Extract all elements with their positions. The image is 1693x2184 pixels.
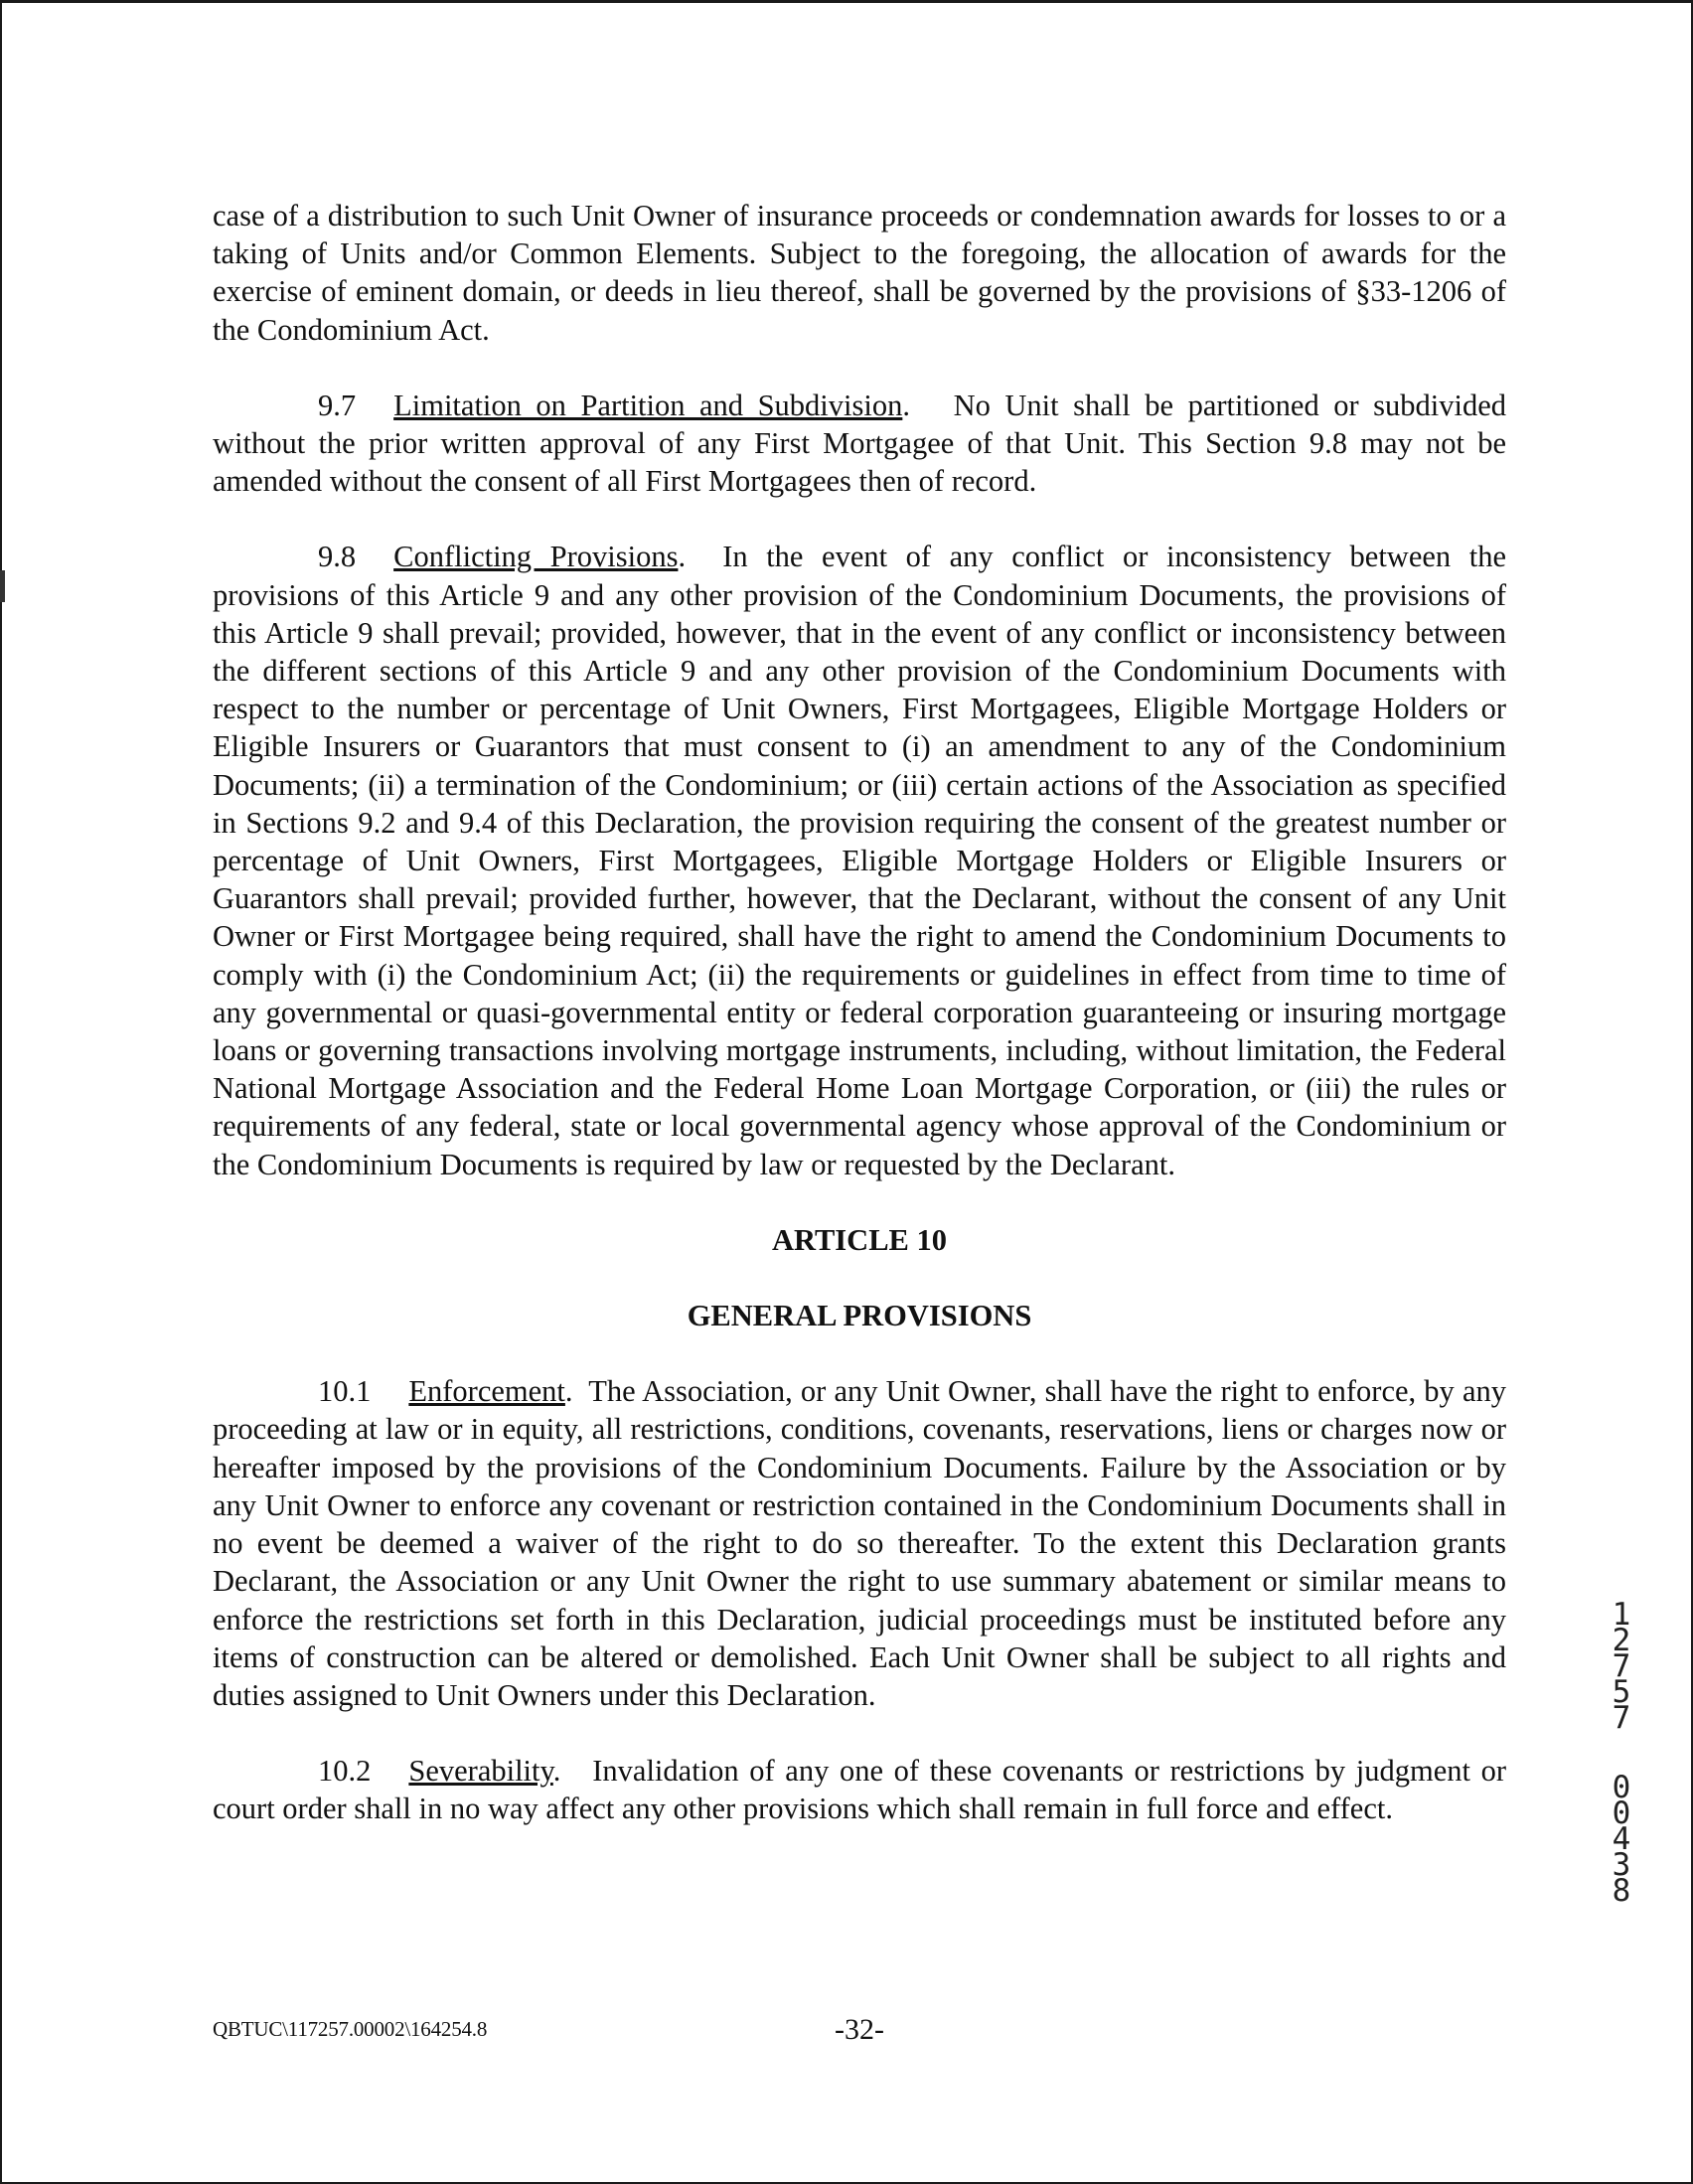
section-body: Invalidation of any one of these covenants or restrictions by judgment or court order shall in no way affect any other provisions which shall remain in full force and effect. bbox=[213, 1754, 1507, 1826]
document-id: QBTUC\117257.00002\164254.8 bbox=[213, 2017, 488, 2041]
stamp-digit: 7 bbox=[1612, 1700, 1631, 1736]
stamp-digit: 3 bbox=[1612, 1847, 1631, 1883]
stamp-digit: 0 bbox=[1612, 1770, 1631, 1805]
stamp-digit: 0 bbox=[1612, 1795, 1631, 1831]
stamp-digit: 1 bbox=[1612, 1597, 1631, 1633]
section-number: 9.7 bbox=[318, 388, 357, 422]
stamp-digit: 8 bbox=[1612, 1873, 1631, 1909]
scan-margin-mark bbox=[0, 570, 5, 602]
section-body: In the event of any conflict or inconsistency between the provisions of this Article 9 and any other provision of the Condominium Documents, the provisions of this Article 9 shall prevail; provided, however, that in the event of any conflict or inconsistency between the different sections of this Article 9 and any other provision of the Condominium Documents with respect to the number or percentage of Unit Owners, First Mortgagees, Eligible Mortgage Holders or Eligible Insurers or Guarantors that must consent to (i) an amendment to any of the Condominium Documents; (ii) a termination of the Condominium; or (iii) certain actions of the Association as specified in Sections 9.2 and 9.4 of this Declaration, the provision requiring the consent of the greatest number or percentage of Unit Owners, First Mortgagees, Eligible Mortgage Holders or Eligible Insurers or Guarantors shall prevail; provided further, however, that the Declarant, without the consent of any Unit Owner or First Mortgagee being required, shall have the right to amend the Condominium Documents to comply with (i) the Condominium Act; (ii) the requirements or guidelines in effect from time to time of any governmental or quasi-governmental entity or federal corporation guaranteeing or insuring mortgage loans or governing transactions involving mortgage instruments, including, without limitation, the Federal National Mortgage Association and the Federal Home Loan Mortgage Corporation, or (iii) the rules or requirements of any federal, state or local governmental agency whose approval of the Condominium or the Condominium Documents is required by law or requested by the Declarant. bbox=[213, 540, 1506, 1181]
article-title: ARTICLE 10 bbox=[771, 1222, 948, 1257]
section-number: 10.1 bbox=[318, 1374, 372, 1409]
stamp-digit: 7 bbox=[1612, 1648, 1631, 1684]
continuation-paragraph: case of a distribution to such Unit Owner of insurance proceeds or condemnation awards for losses to or a taking of Units and/or Common Elements. Subject to the foregoing, the allocation of awards for the exercise of eminent domain, or deeds in lieu thereof, shall be governed by the provisions of §33-1206 of the Condominium Act. bbox=[213, 199, 1506, 347]
section-number: 9.8 bbox=[318, 540, 357, 574]
section-body: The Association, or any Unit Owner, shall have the right to enforce, by any proceeding at law or in equity, all restrictions, conditions, covenants, reservations, liens or charges now or hereafter imposed by the provisions of the Condominium Documents. Failure by the Association or by any Unit Owner to enforce any covenant or restriction contained in the Condominium Documents shall in no event be deemed a waiver of the right to do so thereafter. To the extent this Declaration grants Declarant, the Association or any Unit Owner the right to use summary abatement or similar means to enforce the restrictions set forth in this Declaration, judicial proceedings must be instituted before any items of construction can be altered or demolished. Each Unit Owner shall be subject to all rights and duties assigned to Unit Owners under this Declaration. bbox=[213, 1374, 1506, 1712]
stamp-digit: 4 bbox=[1612, 1821, 1631, 1857]
section-10-1: 10.1 Enforcement. The Association, or any Unit Owner, shall have the right to enforce, by any proceeding at law or in equity, all restrictions, conditions, covenants, reservations, liens or charges now or hereafter imposed by the provisions of the Condominium Documents. Failure by the Association or by any Unit Owner to enforce any covenant or restriction contained in the Condominium Documents shall in no event be deemed a waiver of the right to do so thereafter. To the extent this Declaration grants Declarant, the Association or any Unit Owner the right to use summary abatement or similar means to enforce the restrictions set forth in this Declaration, judicial proceedings must be instituted before any items of construction can be altered or demolished. Each Unit Owner shall be subject to all rights and duties assigned to Unit Owners under this Declaration. bbox=[213, 1374, 1506, 1712]
page-footer bbox=[213, 2013, 1506, 2049]
scan-edge-left bbox=[0, 0, 2, 2184]
section-heading: Severability bbox=[408, 1754, 553, 1789]
section-9-8: 9.8 Conflicting Provisions. In the event of any conflict or inconsistency between the provisions of this Article 9 and any other provision of the Condominium Documents, the provisions of this Article 9 shall prevail; provided, however, that in the event of any conflict or inconsistency between the different sections of this Article 9 and any other provision of the Condominium Documents with respect to the number or percentage of Unit Owners, First Mortgagees, Eligible Mortgage Holders or Eligible Insurers or Guarantors that must consent to (i) an amendment to any of the Condominium Documents; (ii) a termination of the Condominium; or (iii) certain actions of the Association as specified in Sections 9.2 and 9.4 of this Declaration, the provision requiring the consent of the greatest number or percentage of Unit Owners, First Mortgagees, Eligible Mortgage Holders or Eligible Insurers or Guarantors shall prevail; provided further, however, that the Declarant, without the consent of any Unit Owner or First Mortgagee being required, shall have the right to amend the Condominium Documents to comply with (i) the Condominium Act; (ii) the requirements or guidelines in effect from time to time of any governmental or quasi-governmental entity or federal corporation guaranteeing or insuring mortgage loans or governing transactions involving mortgage instruments, including, without limitation, the Federal National Mortgage Association and the Federal Home Loan Mortgage Corporation, or (iii) the rules or requirements of any federal, state or local governmental agency whose approval of the Condominium or the Condominium Documents is required by law or requested by the Declarant. bbox=[213, 540, 1506, 1181]
section-heading: Conflicting Provisions bbox=[393, 540, 679, 574]
section-number: 10.2 bbox=[318, 1754, 372, 1789]
section-9-7: 9.7 Limitation on Partition and Subdivision. No Unit shall be partitioned or subdivided without the prior written approval of any First Mortgagee of that Unit. This Section 9.8 may not be amended without the consent of all First Mortgagees then of record. bbox=[213, 388, 1507, 499]
scan-edge-top bbox=[0, 0, 1693, 3]
section-heading: Enforcement bbox=[408, 1374, 565, 1409]
section-heading: Limitation on Partition and Subdivision bbox=[393, 388, 903, 422]
section-10-2: 10.2 Severability. Invalidation of any one of these covenants or restrictions by judgment or court order shall in no way affect any other provisions which shall remain in full force and effect. bbox=[213, 1754, 1507, 1826]
page-number: -32- bbox=[835, 2013, 884, 2046]
article-subtitle: GENERAL PROVISIONS bbox=[687, 1299, 1032, 1333]
document-body bbox=[213, 197, 1506, 1828]
stamp-digit: 2 bbox=[1612, 1623, 1631, 1658]
recording-stamp bbox=[1602, 1597, 1641, 1909]
section-body: No Unit shall be partitioned or subdivided without the prior written approval of any First Mortgagee of that Unit. This Section 9.8 may not be amended without the consent of all First Mortgagees then of record. bbox=[213, 388, 1507, 499]
stamp-digit: 5 bbox=[1612, 1674, 1631, 1710]
